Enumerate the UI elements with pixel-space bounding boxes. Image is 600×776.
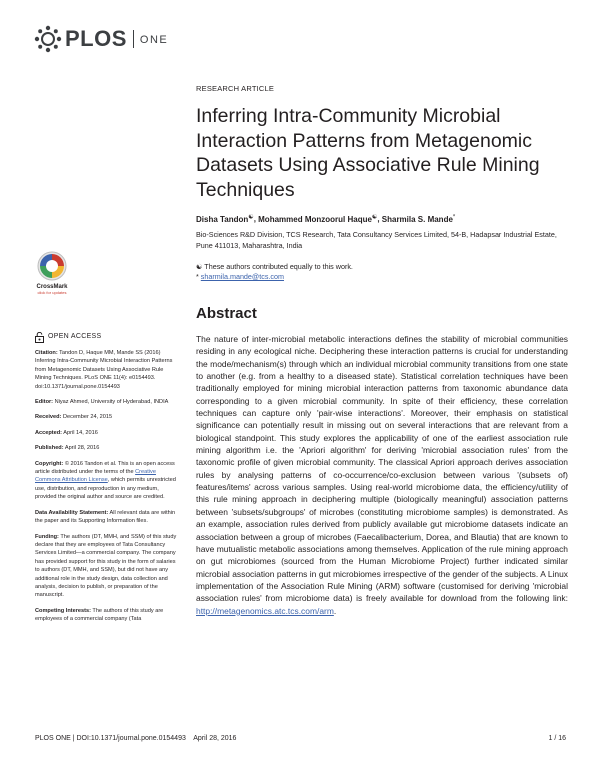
affiliation: Bio-Sciences R&D Division, TCS Research, Tata Consultancy Services Limited, 54-B, Hadapsar Industrial Estate, Pune 411013, Maharashtra, India	[196, 230, 557, 250]
article-info-sidebar	[35, 332, 180, 631]
author-list: Disha Tandon☯, Mohammed Monzoorul Haque☯, Sharmila S. Mande*	[196, 214, 456, 224]
article-title: Inferring Intra-Community Microbial Interaction Patterns from Metagenomic Datasets Using Associative Rule Mining Techniques	[196, 105, 540, 201]
received-date: Received: December 24, 2015	[35, 414, 113, 421]
open-access-label: OPEN ACCESS	[48, 333, 102, 341]
open-lock-icon	[35, 332, 44, 343]
crossmark-icon	[37, 251, 67, 281]
published-date: Published: April 28, 2016	[35, 445, 100, 452]
crossmark-badge[interactable]	[30, 251, 74, 295]
journal-name: ONE	[139, 34, 169, 46]
footer-citation: PLOS ONE | DOI:10.1371/journal.pone.0154493 April 28, 2016	[35, 735, 237, 742]
plos-one-logo[interactable]	[34, 24, 168, 54]
corresponding-email-link[interactable]: sharmila.mande@tcs.com	[200, 272, 284, 281]
citation-block: Citation: Tandon D, Haque MM, Mande SS (2016) Inferring Intra-Community Microbial Interaction Patterns from Metagenomic Datasets Using Associative Rule Mining Techniques. PLoS ONE 11(4): e0154493. doi:10.1371/journal.pone.0154493	[35, 350, 173, 390]
corresponding-author: * sharmila.mande@tcs.com	[196, 272, 284, 281]
arm-download-link[interactable]: http://metagenomics.atc.tcs.com/arm	[196, 605, 334, 616]
abstract-heading: Abstract	[196, 305, 257, 322]
crossmark-sublabel: click for updates	[37, 290, 67, 295]
abstract-text: The nature of inter-microbial metabolic interactions defines the stability of microbial communities residing in any ecological niche. Deciphering these interaction patterns is crucial for understanding the mode/mechanism(s) through which an individual microbial community transitions from one state to another (e.g. from a healthy to a diseased state). Statistical correlation techniques have been traditionally employed for mining microbial interaction patterns from taxonomic abundance data corresponding to a given microbial community. In spite of their efficiency, these correlation techniques can capture only 'pair-wise interactions'. Moreover, their emphasis on statistical significance can potentially result in missing out on several interactions that are relevant from a biological standpoint. This study explores the applicability of one of the earliest association rule mining algorithm i.e. the 'Apriori algorithm' for deriving 'microbial association rules' from the taxonomic profile of given microbial community. The classical Apriori approach derives association rules by analysing patterns of co-occurrence/co-exclusion between various '(subsets of) features/items' across various samples. Using real-world microbiome data, the efficiency/utility of this rule mining approach in deciphering multiple (biologically meaningful) association patterns between 'subsets/subgroups' of microbes (constituting microbiome samples) is demonstrated. As an example, association rules derived from publicly available gut microbiome datasets indicate an association between a group of microbes (Faecalibacterium, Dorea, and Blautia) that are known to have mutualistic metabolic associations among themselves. Application of the rule mining approach on gut microbiomes (sourced from the Human Microbiome Project) further indicated similar microbial association patterns in gut microbiomes irrespective of the gender of the subjects. A Linux implementation of the Association Rule Mining (ARM) software (customised for deriving 'microbial association rules' from microbiome data) is freely available for download from the following link: http://metagenomics.atc.tcs.com/arm.	[196, 334, 568, 616]
author-1[interactable]: Disha Tandon☯	[196, 214, 254, 224]
open-access-badge	[35, 332, 180, 343]
competing-interests-block: Competing Interests: The authors of this study are employees of a commercial company (Tata	[35, 607, 164, 623]
copyright-block: Copyright: © 2016 Tandon et al. This is an open access article distributed under the terms of the Creative Commons Attribution License, which permits unrestricted use, distribution, and reproduction in any medium, provided the original author and source are credited.	[35, 460, 176, 501]
page-number: 1 / 16	[548, 735, 566, 742]
editor-block: Editor: Niyaz Ahmed, University of Hyderabad, INDIA	[35, 399, 169, 406]
author-3[interactable]: Sharmila S. Mande*	[381, 214, 456, 224]
data-availability-block: Data Availability Statement: All relevant data are within the paper and its Supporting Information files.	[35, 509, 176, 525]
cc-license-link[interactable]: Creative Commons Attribution License	[35, 469, 156, 484]
page-footer	[35, 735, 566, 742]
crossmark-label: CrossMark	[36, 284, 68, 290]
article-type: RESEARCH ARTICLE	[196, 84, 275, 93]
logo-wordmark: PLOS	[65, 26, 127, 51]
author-2[interactable]: Mohammed Monzoorul Haque☯	[258, 214, 378, 224]
logo-divider	[133, 30, 134, 48]
equal-contribution-note: ☯ These authors contributed equally to this work.	[196, 262, 353, 271]
accepted-date: Accepted: April 14, 2016	[35, 429, 98, 436]
funding-block: Funding: The authors (DT, MMH, and SSM) of this study declare that they are employees of Tata Consultancy Services Limited—a commercial company. The company has provided support for this study in the form of salaries to authors (DT, MMH, and SSM), but did not have any additional role in the study design, data collection and analysis, decision to publish, or preparation of the manuscript.	[35, 533, 177, 599]
plos-logo-icon	[34, 25, 62, 53]
